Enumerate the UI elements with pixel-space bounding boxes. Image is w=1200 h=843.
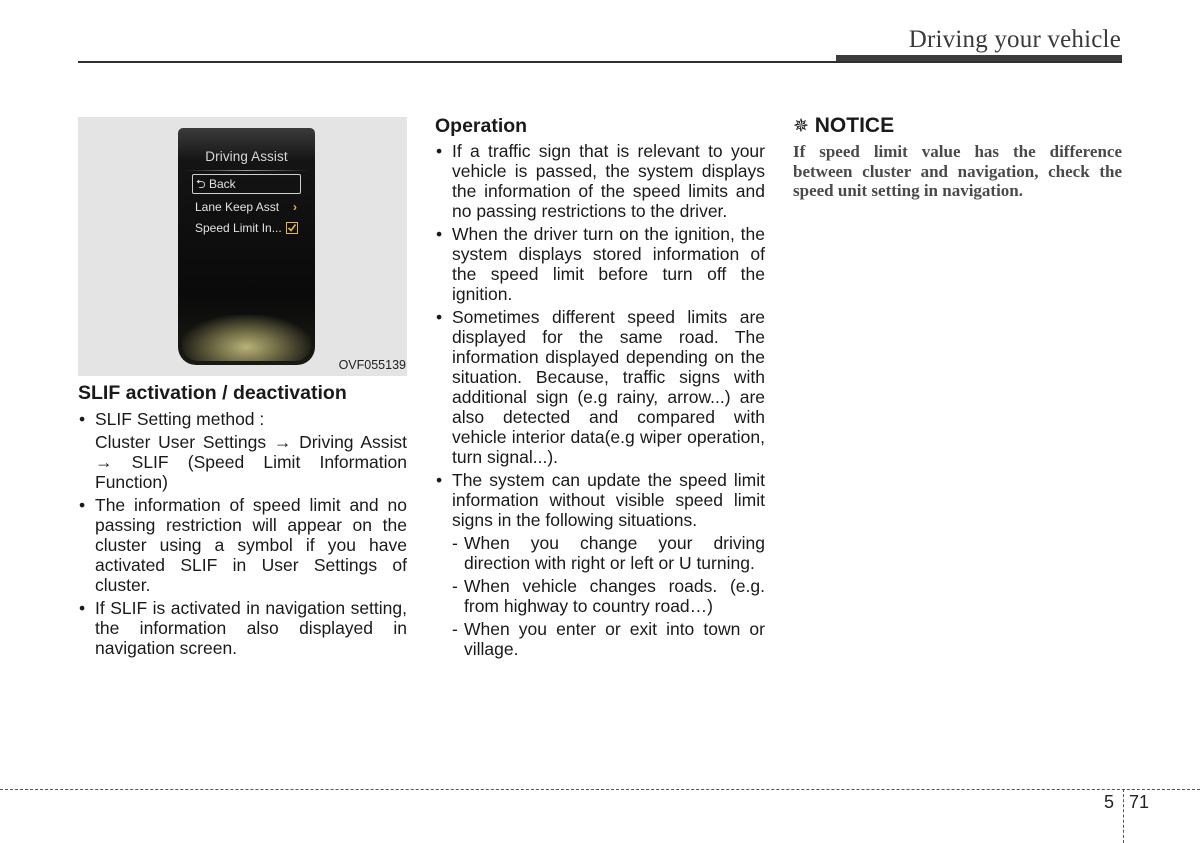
list-item xyxy=(78,409,407,492)
cluster-menu-speed-limit-label: Speed Limit In... xyxy=(195,221,282,235)
notice-heading xyxy=(793,114,1122,139)
footer-divider xyxy=(1123,789,1124,843)
cluster-menu-speed-limit xyxy=(192,219,301,237)
header-rule xyxy=(78,61,1122,63)
chevron-right-icon: › xyxy=(293,200,297,214)
cluster-menu-lane-keep-label: Lane Keep Asst xyxy=(195,200,280,214)
bullet-text: SLIF Setting method : xyxy=(95,409,265,429)
dash-marker: - xyxy=(452,576,458,596)
cluster-display xyxy=(178,128,315,365)
cluster-screen-title: Driving Assist xyxy=(205,149,288,164)
cluster-figure xyxy=(78,117,407,376)
footer-rule xyxy=(0,789,1200,790)
running-header: Driving your vehicle xyxy=(908,26,1121,53)
cluster-menu-lane-keep xyxy=(192,198,301,216)
notice-star-icon: ✵ xyxy=(793,116,809,137)
page-number: 71 xyxy=(1129,792,1150,812)
dash-item xyxy=(435,619,765,659)
chapter-number: 5 xyxy=(1104,792,1115,812)
figure-caption: OVF055139 xyxy=(338,358,406,372)
list-item: • If a traffic sign that is relevant to your vehicle is passed, the system displays the information of the speed limits and no passing restrictions to the driver. xyxy=(435,141,765,221)
cluster-divider xyxy=(184,170,309,171)
right-column xyxy=(793,114,1122,201)
dash-text: When you change your driving direction with right or left or U turning. xyxy=(464,533,765,573)
section-heading-slif: SLIF activation / deactivation xyxy=(78,382,347,404)
cluster-menu-back-label: ⮌ Back xyxy=(196,177,236,191)
dash-text: When vehicle changes roads. (e.g. from highway to country road…) xyxy=(464,576,765,616)
notice-title: NOTICE xyxy=(814,114,895,137)
cluster-glow xyxy=(182,315,311,361)
dash-text: When you enter or exit into town or village. xyxy=(464,619,765,659)
left-column xyxy=(78,110,407,661)
slif-bullet-list xyxy=(78,409,407,658)
middle-column xyxy=(435,114,765,662)
list-item: • When the driver turn on the ignition, the system displays stored information of the speed limit before turn off the ignition. xyxy=(435,224,765,304)
notice-text: If speed limit value has the difference between cluster and navigation, check the speed unit setting in navigation. xyxy=(793,142,1122,200)
dash-marker: - xyxy=(452,619,458,639)
checkbox-checked-icon xyxy=(286,222,298,234)
list-item: • The information of speed limit and no passing restriction will appear on the cluster using a symbol if you have activated SLIF in User Settings of cluster. xyxy=(78,495,407,595)
cluster-menu-back xyxy=(192,174,301,194)
section-heading-operation: Operation xyxy=(435,115,528,137)
dash-marker: - xyxy=(452,533,458,553)
dash-item xyxy=(435,533,765,573)
list-item: • If SLIF is activated in navigation setting, the information also displayed in navigation screen. xyxy=(78,598,407,658)
setting-path: Cluster User Settings → Driving Assist → SLIF (Speed Limit Information Function) xyxy=(95,432,407,492)
operation-bullet-list xyxy=(435,141,765,530)
list-item: • Sometimes different speed limits are displayed for the same road. The information displayed depending on the situation. Because, traffic signs with additional sign (e.g rainy, arrow...) are also detected and compared with vehicle interior data(e.g wiper operation, turn signal...). xyxy=(435,307,765,467)
list-item: • The system can update the speed limit information without visible speed limit signs in the following situations. xyxy=(435,470,765,530)
dash-item xyxy=(435,576,765,616)
